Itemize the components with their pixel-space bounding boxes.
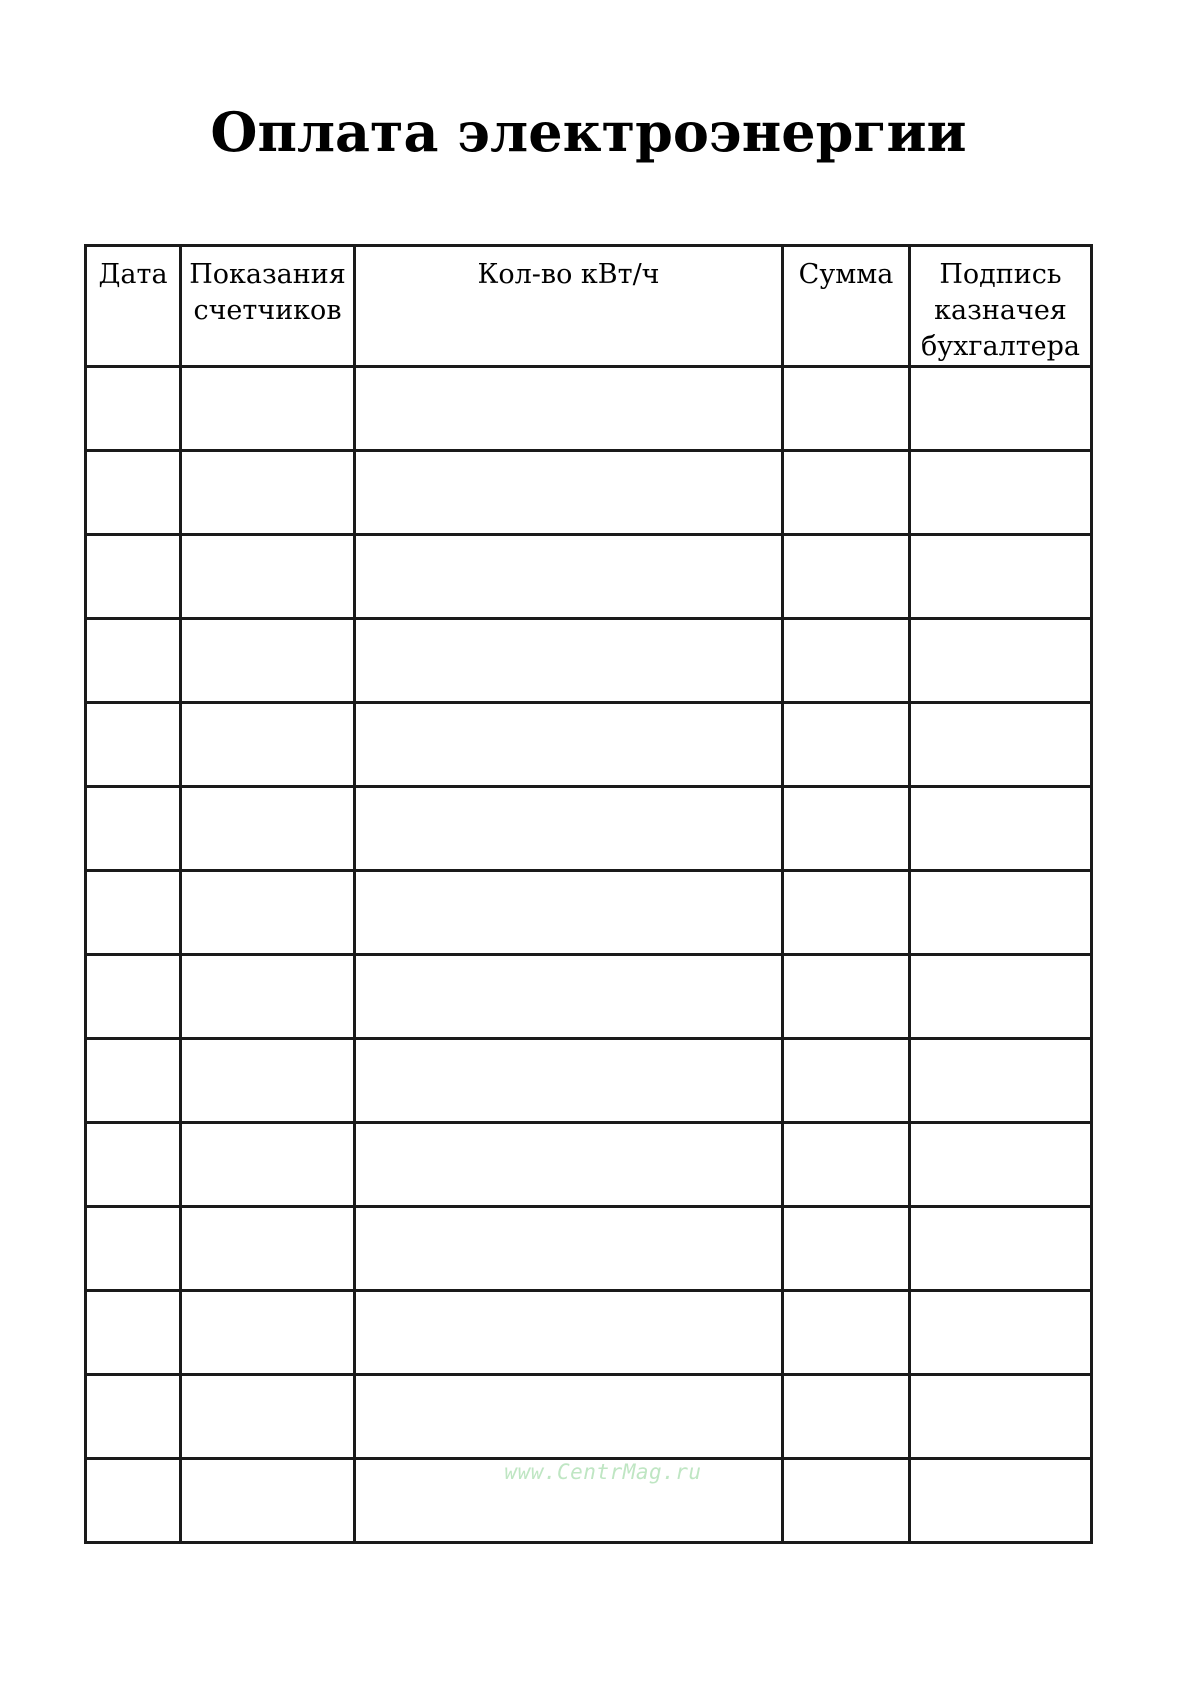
signature-cell [910, 451, 1092, 535]
table-row [86, 451, 1092, 535]
kwh-amount-cell [355, 1291, 783, 1375]
sum-cell [783, 955, 910, 1039]
meter-readings-cell [181, 1375, 355, 1459]
signature-cell [910, 703, 1092, 787]
date-cell [86, 955, 181, 1039]
column-header-signature: Подпись казначея бухгалтера [910, 246, 1092, 367]
table-row [86, 535, 1092, 619]
date-cell [86, 871, 181, 955]
kwh-amount-cell [355, 1123, 783, 1207]
page-title: Оплата электроэнергии [210, 100, 967, 164]
date-cell [86, 451, 181, 535]
date-cell [86, 1375, 181, 1459]
sum-cell [783, 451, 910, 535]
kwh-amount-cell [355, 535, 783, 619]
date-cell [86, 535, 181, 619]
meter-readings-cell [181, 619, 355, 703]
signature-cell [910, 619, 1092, 703]
date-cell [86, 1123, 181, 1207]
column-header-date: Дата [86, 246, 181, 367]
kwh-amount-cell [355, 787, 783, 871]
sum-cell [783, 1207, 910, 1291]
kwh-amount-cell [355, 619, 783, 703]
meter-readings-cell [181, 1039, 355, 1123]
sum-cell [783, 1375, 910, 1459]
table-body [86, 367, 1092, 1543]
signature-cell [910, 1207, 1092, 1291]
date-cell [86, 1291, 181, 1375]
date-cell [86, 1207, 181, 1291]
meter-readings-cell [181, 787, 355, 871]
signature-cell [910, 535, 1092, 619]
signature-cell [910, 955, 1092, 1039]
meter-readings-cell [181, 1459, 355, 1543]
watermark: www.CentrMag.ru [504, 1460, 702, 1484]
signature-cell [910, 871, 1092, 955]
meter-readings-cell [181, 871, 355, 955]
sum-cell [783, 871, 910, 955]
meter-readings-cell [181, 955, 355, 1039]
meter-readings-cell [181, 1207, 355, 1291]
meter-readings-cell [181, 1291, 355, 1375]
date-cell [86, 703, 181, 787]
meter-readings-cell [181, 1123, 355, 1207]
sum-cell [783, 367, 910, 451]
meter-readings-cell [181, 703, 355, 787]
kwh-amount-cell [355, 1039, 783, 1123]
date-cell [86, 1039, 181, 1123]
table-row [86, 1207, 1092, 1291]
sum-cell [783, 703, 910, 787]
meter-readings-cell [181, 451, 355, 535]
kwh-amount-cell [355, 871, 783, 955]
date-cell [86, 619, 181, 703]
table-row [86, 367, 1092, 451]
sum-cell [783, 619, 910, 703]
header-row [86, 246, 1092, 367]
table-row [86, 871, 1092, 955]
signature-cell [910, 1459, 1092, 1543]
signature-cell [910, 1291, 1092, 1375]
sum-cell [783, 787, 910, 871]
table-row [86, 787, 1092, 871]
signature-cell [910, 367, 1092, 451]
date-cell [86, 787, 181, 871]
signature-cell [910, 787, 1092, 871]
kwh-amount-cell [355, 955, 783, 1039]
kwh-amount-cell [355, 1375, 783, 1459]
kwh-amount-cell [355, 1207, 783, 1291]
date-cell [86, 367, 181, 451]
table-row [86, 1291, 1092, 1375]
date-cell [86, 1459, 181, 1543]
meter-readings-cell [181, 535, 355, 619]
table-row [86, 1039, 1092, 1123]
table-row [86, 619, 1092, 703]
table-row [86, 955, 1092, 1039]
meter-readings-cell [181, 367, 355, 451]
table-row [86, 1375, 1092, 1459]
sum-cell [783, 535, 910, 619]
sum-cell [783, 1459, 910, 1543]
signature-cell [910, 1123, 1092, 1207]
signature-cell [910, 1039, 1092, 1123]
table-row [86, 1123, 1092, 1207]
kwh-amount-cell [355, 367, 783, 451]
sum-cell [783, 1039, 910, 1123]
payment-table [84, 244, 1093, 1544]
column-header-kwh-amount: Кол-во кВт/ч [355, 246, 783, 367]
sum-cell [783, 1123, 910, 1207]
kwh-amount-cell [355, 703, 783, 787]
signature-cell [910, 1375, 1092, 1459]
column-header-sum: Сумма [783, 246, 910, 367]
kwh-amount-cell [355, 451, 783, 535]
table-row [86, 703, 1092, 787]
column-header-meter-readings: Показания счетчиков [181, 246, 355, 367]
sum-cell [783, 1291, 910, 1375]
